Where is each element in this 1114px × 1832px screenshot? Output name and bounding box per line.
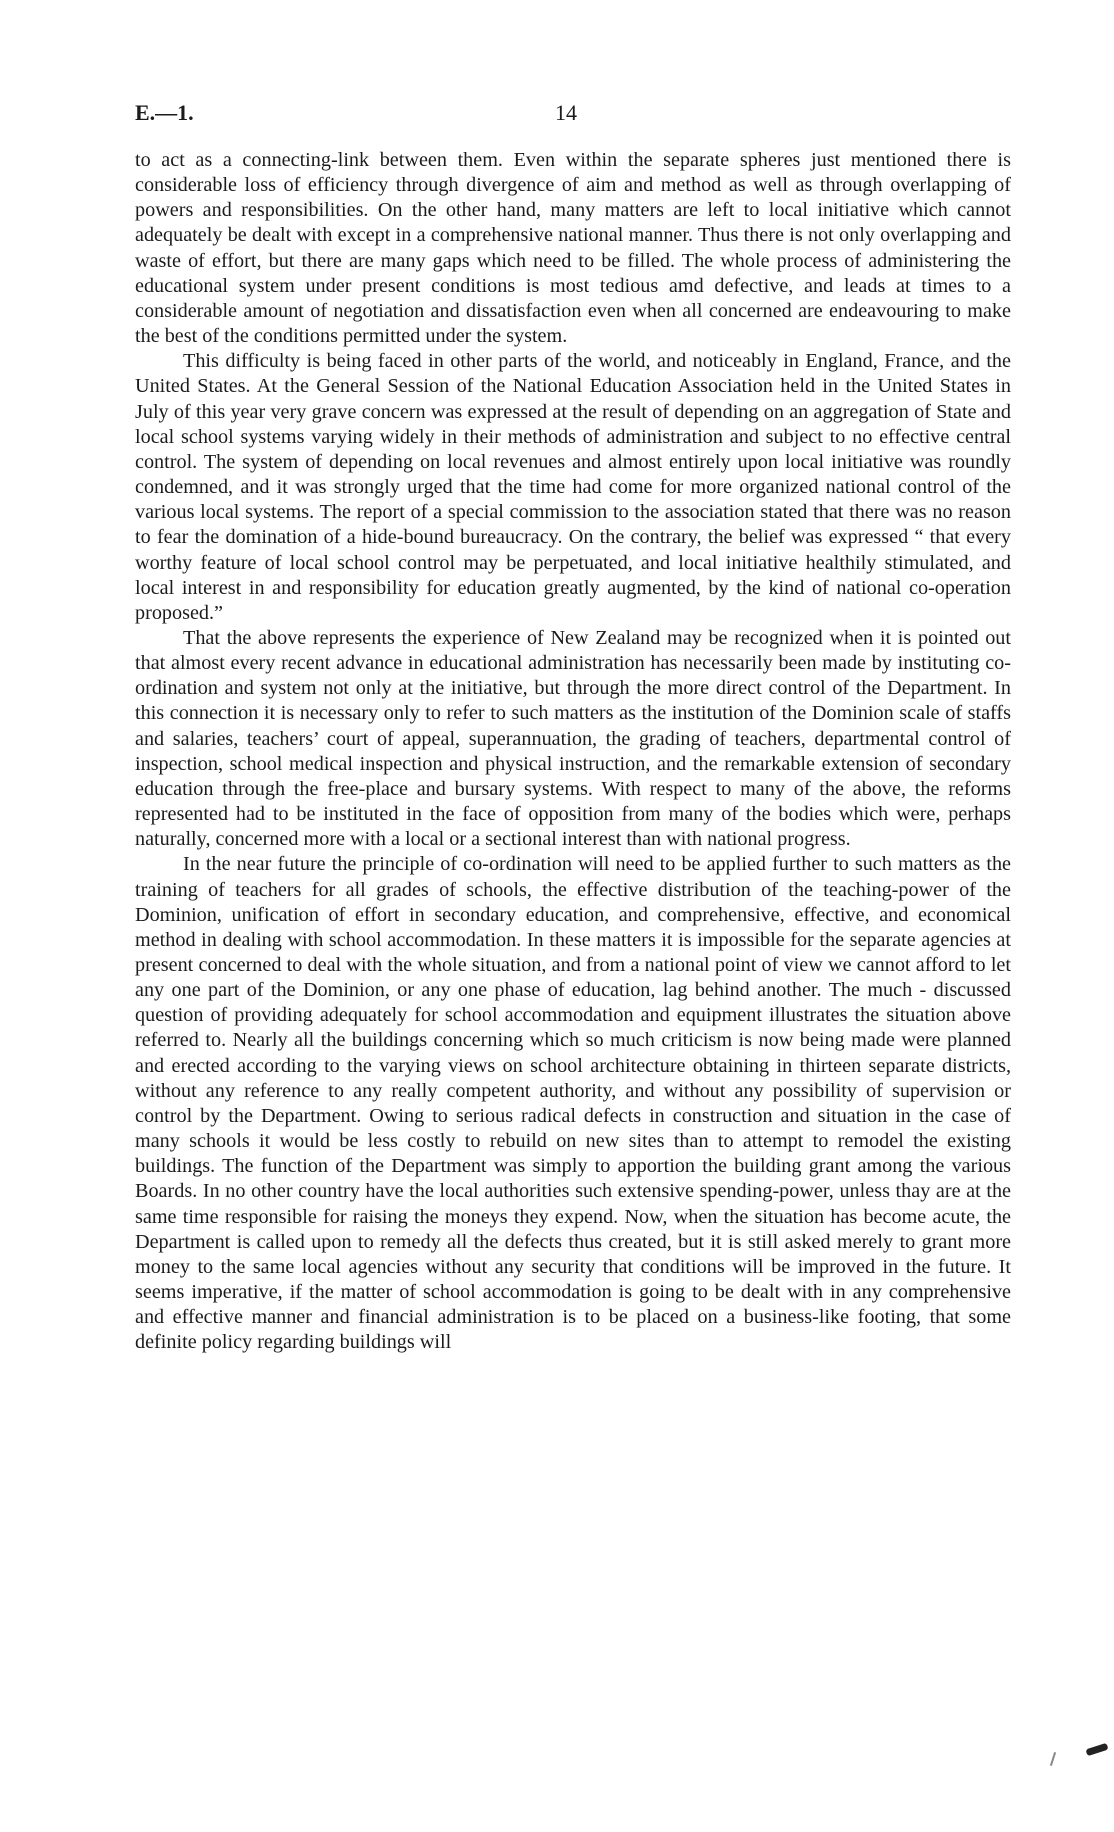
scan-blot <box>1085 1743 1108 1756</box>
document-reference: E.—1. <box>135 100 194 125</box>
paragraph-national-education-association: This difficulty is being faced in other parts of the world, and noticeably in England, France, and the United States. At the General Session of the National Education Association held in the United States in July of this year very grave concern was expressed at the result of depending on an aggregation of State and local school systems varying widely in their methods of administration and subject to no effective central control. The system of depending on local revenues and almost entirely upon local initiative was roundly condemned, and it was strongly urged that the time had come for more organized national control of the various local systems. The report of a special commission to the association stated that there was no reason to fear the domination of a hide-bound bureaucracy. On the contrary, the belief was expressed “ that every worthy feature of local school control may be perpetuated, and local initiative healthily stimulated, and local interest in and responsibility for education greatly augmented, by the kind of national co-operation proposed.” <box>135 350 1011 624</box>
paragraph-co-ordination-future: In the near future the principle of co-ordination will need to be applied further to such matters as the training of teachers for all grades of schools, the effective distribution of the teaching-power of the Dominion, unification of effort in secondary education, and comprehensive, effective, and economical method in dealing with school accommodation. In these matters it is impossible for the separate agencies at present concerned to deal with the whole situation, and from a national point of view we cannot afford to let any one part of the Dominion, or any one phase of education, lag behind another. The much - discussed question of providing adequately for school accommodation and equipment illustrates the situation above referred to. Nearly all the buildings concerning which so much criticism is now being made were planned and erected according to the varying views on school architecture obtaining in thirteen separate districts, without any reference to any really competent authority, and without any possibility of supervision or control by the Department. Owing to serious radical defects in construction and situation in the case of many schools it would be less costly to rebuild on new sites than to attempt to remodel the existing buildings. The function of the Department was simply to apportion the building grant among the various Boards. In no other country have the local authorities such extensive spending-power, unless thay are at the same time responsible for raising the moneys they expend. Now, when the situation has become acute, the Department is called upon to remedy all the defects thus created, but it is still asked merely to grant more money to the same local agencies without any security that conditions will be improved in the future. It seems imperative, if the matter of school accommodation is going to be dealt with in any comprehensive and effective manner and financial administration is to be placed on a business-like footing, that some definite policy regarding buildings will <box>135 853 1011 1354</box>
paragraph-continuation: to act as a connecting-link between them. Even within the separate spheres just mentioned there is considerable loss of efficiency through divergence of aim and method as well as through overlapping of powers and responsibilities. On the other hand, many matters are left to local initiative which cannot adequately be dealt with except in a comprehensive national manner. Thus there is not only overlapping and waste of effort, but there are many gaps which need to be filled. The whole process of administering the educational system under present conditions is most tedious amd defective, and leads at times to a considerable amount of negotiation and dissatisfaction even when all concerned are endeavouring to make the best of the conditions permitted under the system. <box>135 149 1011 348</box>
paragraph-new-zealand-experience: That the above represents the experience of New Zealand may be recognized when it is pointed out that almost every recent advance in educational administration has necessarily been made by instituting co-ordination and system not only at the initiative, but through the more direct control of the Department. In this connection it is necessary only to refer to such matters as the institution of the Dominion scale of staffs and salaries, teachers’ court of appeal, superannuation, the grading of teachers, departmental control of inspection, school medical inspection and physical instruction, and the remarkable extension of secondary education through the free-place and bursary systems. With respect to many of the above, the reforms represented had to be instituted in the face of opposition from many of the bodies which were, perhaps naturally, concerned more with a local or a sectional interest than with national progress. <box>135 626 1011 851</box>
page-header <box>135 100 1015 132</box>
body-text <box>135 148 1011 1356</box>
scan-mark <box>1050 1752 1056 1766</box>
page-number: 14 <box>555 100 577 125</box>
